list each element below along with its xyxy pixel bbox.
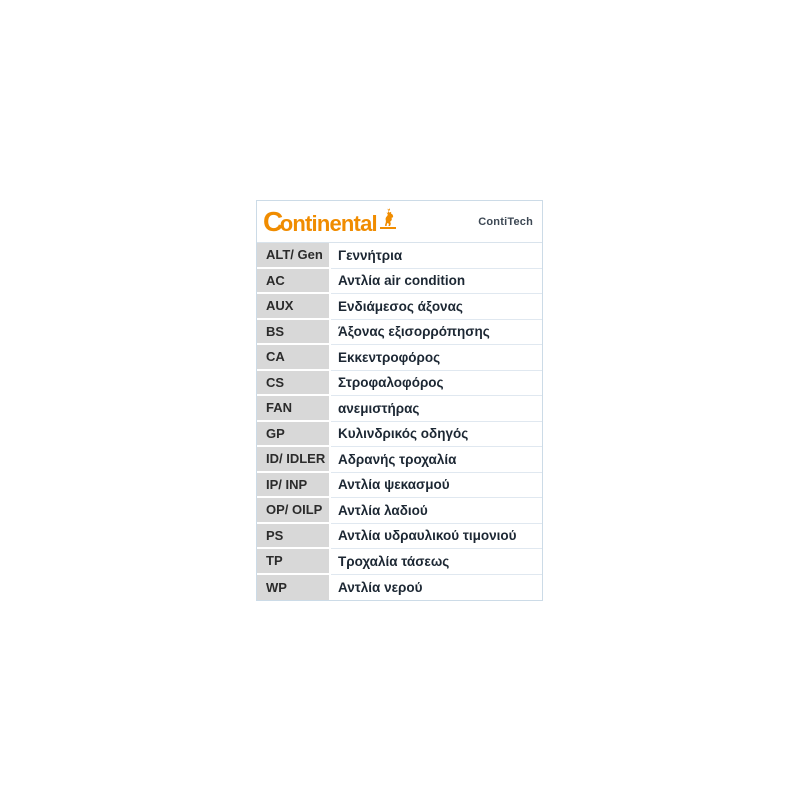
legend-row	[257, 473, 542, 499]
abbreviation-cell: CA	[257, 345, 331, 371]
legend-row	[257, 447, 542, 473]
legend-row	[257, 549, 542, 575]
abbreviation-cell: AUX	[257, 294, 331, 320]
description-cell: Αδρανής τροχαλία	[331, 447, 542, 473]
abbreviation-cell: ALT/ Gen	[257, 243, 331, 269]
abbreviation-cell: TP	[257, 549, 331, 575]
legend-table	[256, 200, 543, 601]
abbreviation-cell: IP/ INP	[257, 473, 331, 499]
description-cell: Γεννήτρια	[331, 243, 542, 269]
description-cell: Άξονας εξισορρόπησης	[331, 320, 542, 346]
description-cell: Αντλία νερού	[338, 579, 423, 595]
legend-rows	[257, 243, 542, 600]
abbreviation-cell: PS	[257, 524, 331, 550]
legend-row	[257, 524, 542, 550]
rampant-horse-icon	[380, 207, 396, 229]
description-cell: Τροχαλία τάσεως	[331, 549, 542, 575]
description-cell: Εκκεντροφόρος	[331, 345, 542, 371]
abbreviation-cell: WP	[257, 575, 331, 601]
legend-row	[257, 294, 542, 320]
description-cell: Αντλία air condition	[331, 269, 542, 295]
legend-row	[257, 243, 542, 269]
legend-row	[257, 345, 542, 371]
abbreviation-cell: ID/ IDLER	[257, 447, 331, 473]
legend-row	[257, 396, 542, 422]
logo-letter-c: C	[263, 205, 282, 237]
continental-wordmark	[263, 205, 377, 237]
abbreviation-cell: OP/ OILP	[257, 498, 331, 524]
legend-row	[257, 422, 542, 448]
contitech-label: ContiTech	[478, 215, 533, 228]
description-cell: Αντλία υδραυλικού τιμονιού	[331, 524, 542, 550]
description-cell: Αντλία ψεκασμού	[331, 473, 542, 499]
logo-letters-rest: ontinental	[279, 210, 377, 236]
description-cell: Στροφαλοφόρος	[331, 371, 542, 397]
description-cell: Αντλία λαδιού	[331, 498, 542, 524]
abbreviation-cell: GP	[257, 422, 331, 448]
legend-row	[257, 498, 542, 524]
legend-row	[257, 371, 542, 397]
abbreviation-cell: CS	[257, 371, 331, 397]
abbreviation-cell: FAN	[257, 396, 331, 422]
description-cell: Κυλινδρικός οδηγός	[331, 422, 542, 448]
legend-row	[257, 575, 542, 601]
abbreviation-cell: BS	[257, 320, 331, 346]
legend-row	[257, 269, 542, 295]
description-cell: ανεμιστήρας	[331, 396, 542, 422]
legend-row	[257, 320, 542, 346]
description-cell: Ενδιάμεσος άξονας	[331, 294, 542, 320]
abbreviation-cell: AC	[257, 269, 331, 295]
brand-header	[257, 201, 542, 243]
continental-logo	[263, 205, 396, 237]
